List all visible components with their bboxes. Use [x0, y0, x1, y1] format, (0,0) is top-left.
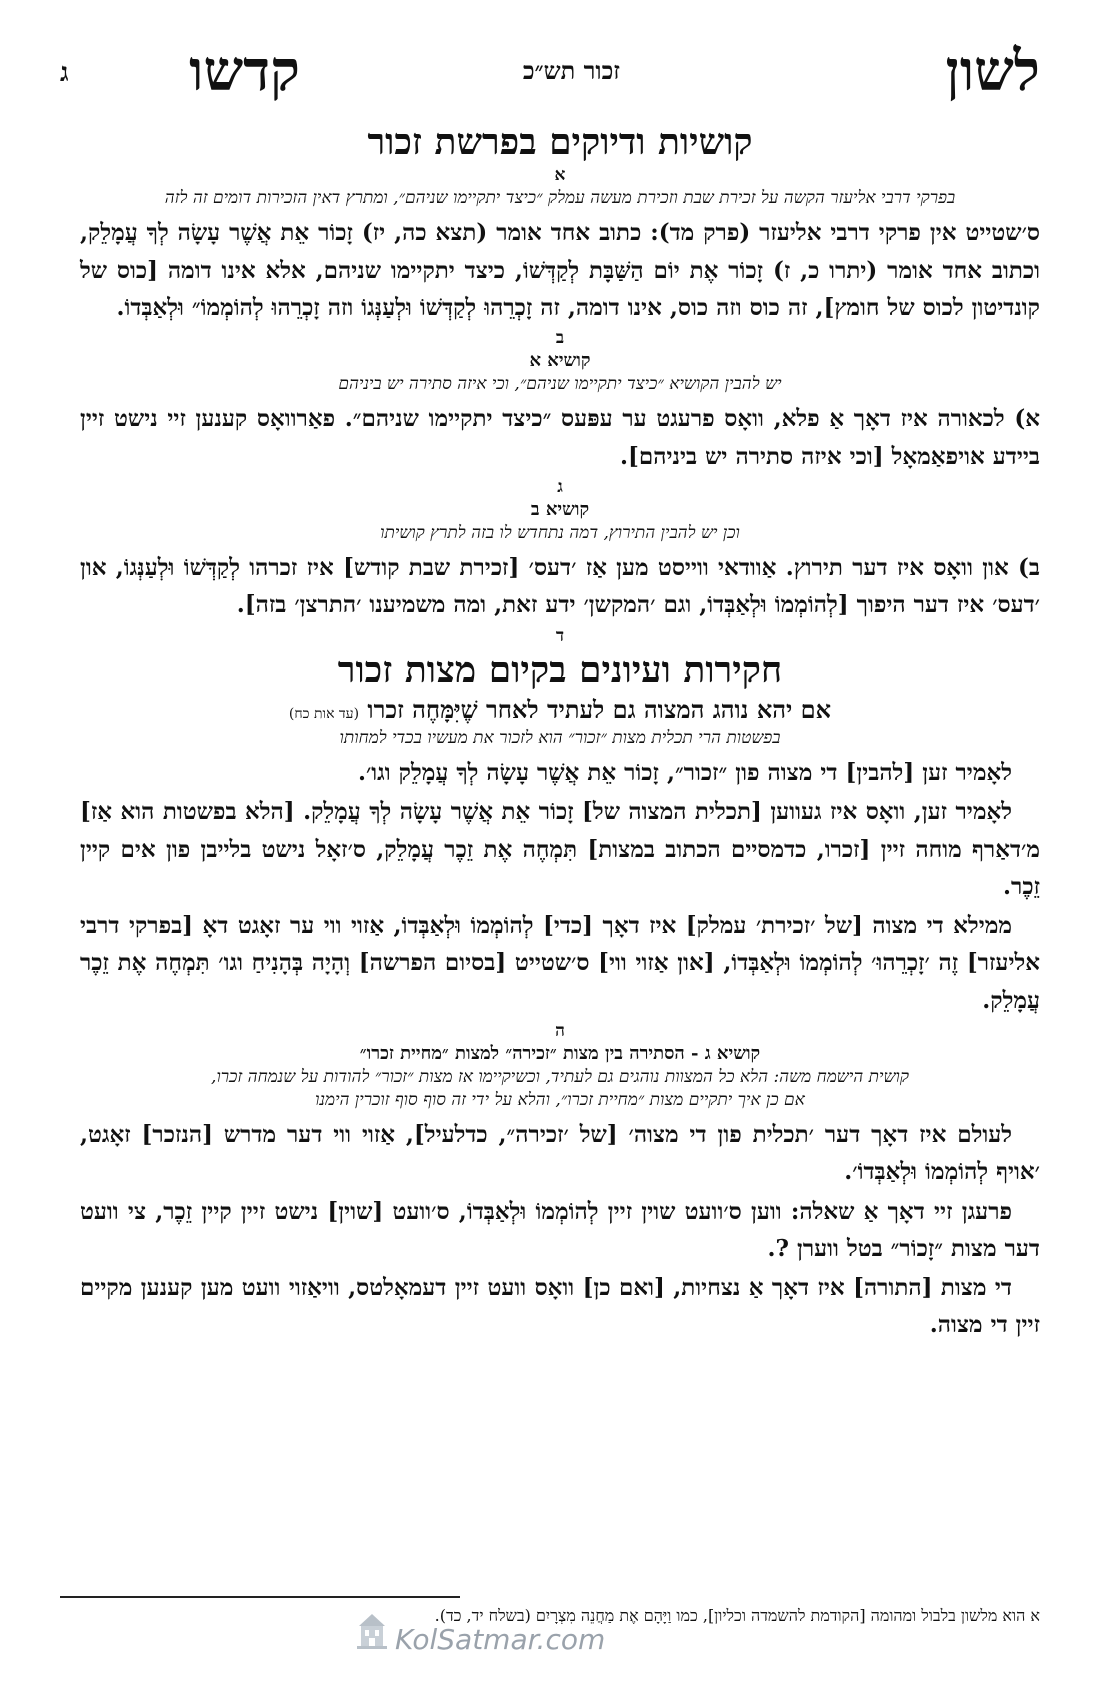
section-title-2: חקירות ועיונים בקיום מצות זכור — [337, 649, 783, 692]
watermark-building-icon — [355, 1612, 389, 1652]
section-summary-b: יש להבין הקושיא ״כיצד יתקיימו שניהם״, וכי איזה סתירה יש ביניהם — [338, 374, 782, 395]
footnote-divider — [60, 1596, 460, 1598]
main-content — [80, 118, 1040, 1346]
section-summary-a: בפרקי דרבי אליעזר הקשה על זכירת שבת וזכירת מעשה עמלק ״כיצד יתקיימו שניהם״, ומתרץ דאין הזכירות דומים זה לזה — [164, 188, 956, 209]
header-word-left: קדשו — [189, 38, 300, 104]
paragraph-h-3: די מצות [התורה] איז דאָך אַ נצחיות, [ואם כן] וואָס וועט זיין דעמאָלטס, וויאַזוי וועט מען קענען מקיים זיין די מצוה. — [80, 1274, 1040, 1339]
section-letter-b: ב — [555, 328, 565, 349]
paragraph-g: ב) און וואָס איז דער תירוץ. אַוודאי ווייסט מען אַז ׳דעס׳ [זכירת שבת קודש] איז זכרהו לְקַדְּשׁוֹ וּלְעַנְּגוֹ, און ׳דעס׳ איז דער היפוך [לְהוֹמְמוֹ וּלְאַבְּדוֹ, וגם ׳המקשן׳ ידע זאת, ומה משמיענו ׳התרצן׳ בזה]. — [80, 554, 1040, 619]
section-summary-d: בפשטות הרי תכלית מצות ״זכור״ הוא לזכור את מעשיו בכדי למחותו — [339, 728, 781, 749]
kushya-3-heading: קושיא ג - הסתירה בין מצות ״זכירה״ למצות ״מחיית זכרו״ — [359, 1043, 761, 1065]
header-word-right: לשון — [945, 38, 1040, 104]
section-letter-h: ה — [555, 1020, 565, 1041]
section-letter-d: ד — [555, 625, 565, 646]
section-subtitle-text: אם יהא נוהג המצוה גם לעתיד לאחר שֶׁיִּמָּחֶה זכרו — [367, 695, 832, 725]
section-summary-g: וכן יש להבין התירוץ, דמה נתחדש לו בזה לתרץ קושיתו — [380, 523, 740, 544]
section-subtitle-ref: (עד אות כח) — [288, 706, 360, 723]
footnote: א הוא מלשון בלבול ומהומה [הקודמת להשמדה וכליון], כמו וַיָּהָם אֶת מַחֲנֵה מִצְרָיִם (בשלח יד, כד). — [434, 1606, 1040, 1625]
section-letter-a: א — [554, 165, 566, 185]
watermark-text: KolSatmar.com — [395, 1623, 606, 1656]
paragraph-h-1: לעולם איז דאָך דער ׳תכלית פון די מצוה׳ [של ׳זכירה״, כדלעיל], אַזוי ווי דער מדרש [הנזכר] זאָגט, ׳אויף לְהוֹמְמוֹ וּלְאַבְּדוֹ׳. — [80, 1121, 1040, 1186]
running-header — [60, 38, 1040, 108]
section-subtitle — [80, 695, 1040, 725]
paragraph-h-2: פרעגן זיי דאָך אַ שאלה: ווען ס׳וועט שוין זיין לְהוֹמְמוֹ וּלְאַבְּדוֹ, ס׳וועט [שוין] נישט זיין קיין זֵכֶר, צי וועט דער מצות ״זָכוֹר״ בטל ווערן ?. — [80, 1197, 1040, 1262]
paragraph-d-1: לאָמיר זען [להבין] די מצוה פון ״זכור״, זָכוֹר אֵת אֲשֶׁר עָשָׂה לְךָ עֲמָלֵק וגו׳. — [357, 759, 1012, 787]
paragraph-b: א) לכאורה איז דאָך אַ פלא, וואָס פרעגט ער עפּעס ״כיצד יתקיימו שניהם״. פאַרוואָס קענען זיי נישט זיין ביידע אויפאַמאָל [וכי איזה סתירה יש ביניהם]. — [80, 405, 1040, 470]
kushya-1-heading: קושיא א — [529, 350, 591, 372]
section-title-1: קושיות ודיוקים בפרשת זכור — [367, 121, 753, 163]
paragraph-a: ס׳שטייט אין פרקי דרבי אליעזר (פרק מד): כתוב אחד אומר (תצא כה, יז) זָכוֹר אֵת אֲשֶׁר עָשָׂה לְךָ עֲמָלֵק, וכתוב אחד אומר (יתרו כ, ז) זָכוֹר אֶת יוֹם הַשַּׁבָּת לְקַדְּשׁוֹ, כיצד יתקיימו שניהם, אלא אינו דומה [כוס של קונדיטון לכוס של חומץ], זה כוס וזה כוס, אינו דומה, זה זָכְרֵהוּ לְקַדְּשׁוֹ וּלְעַנְּגוֹ וזה זָכְרֵהוּ לְהוֹמְמוֹ״ וּלְאַבְּדוֹ. — [80, 219, 1040, 321]
page-number: ג — [60, 58, 69, 88]
header-middle: זכור תש״כ — [522, 56, 620, 85]
kushya-2-heading: קושיא ב — [530, 499, 590, 521]
paragraph-d-2: לאָמיר זען, וואָס איז געווען [תכלית המצוה של] זָכוֹר אֵת אֲשֶׁר עָשָׂה לְךָ עֲמָלֵק. [הלא בפשטות הוא אַז] מ׳דאַרף מוחה זיין [זכרו, כדמסיים הכתוב במצות] תִּמְחֶה אֶת זֵכֶר עֲמָלֵק, ס׳זאָל נישט בלייבן פון אים קיין זֵכֶר. — [80, 798, 1040, 900]
paragraph-d-3: ממילא די מצוה [של ׳זכירת׳ עמלק] איז דאָך [כדי] לְהוֹמְמוֹ וּלְאַבְּדוֹ, אַזוי ווי ער זאָגט דאָ [בפרקי דרבי אליעזר] זֶה ׳זָכְרֵהוּ׳ לְהוֹמְמוֹ וּלְאַבְּדוֹ, [און אַזוי ווי] ס׳שטייט [בסיום הפרשה] וְהָיָה בְּהָנִיחַ וגו׳ תִּמְחֶה אֶת זֵכֶר עֲמָלֵק. — [80, 912, 1040, 1014]
section-summary-h-2: אם כן איך יתקיים מצות ״מחיית זכרו״, והלא על ידי זה סוף סוף זוכרין הימנו — [315, 1090, 805, 1111]
section-summary-h-1: קושית הישמח משה: הלא כל המצוות נוהגים גם לעתיד, וכשיקיימו אז מצות ״זכור״ להודות על שנמחה זכרו, — [211, 1067, 909, 1088]
section-letter-g: ג — [557, 476, 563, 497]
